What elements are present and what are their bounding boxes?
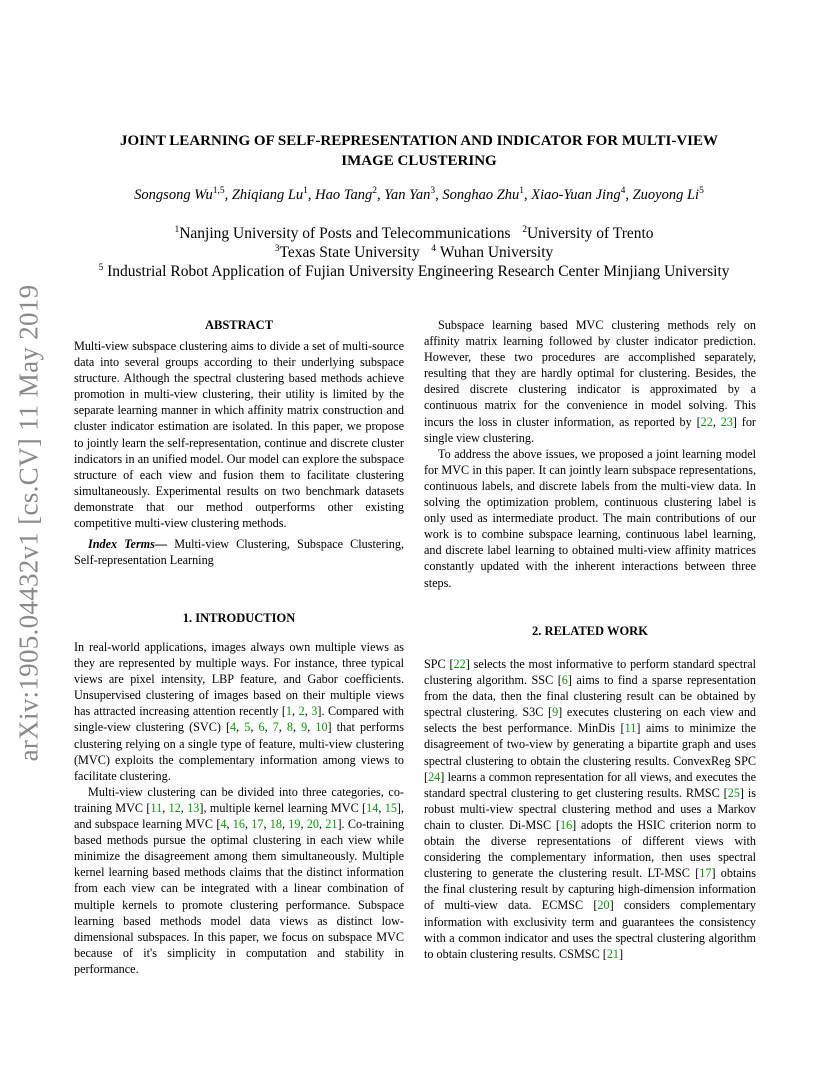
citation-link[interactable]: 2 bbox=[298, 704, 305, 719]
citation-link[interactable]: 8 bbox=[286, 720, 293, 735]
index-terms-label: Index Terms— bbox=[88, 537, 168, 552]
citation-link[interactable]: 9 bbox=[552, 705, 559, 720]
aff-5: Industrial Robot Application of Fujian University Engineering Research Center Minjiang University bbox=[107, 263, 730, 280]
author-name: Zhiqiang Lu bbox=[231, 187, 304, 203]
affiliation-line-1 bbox=[40, 225, 788, 243]
author-name: Zuoyong Li bbox=[632, 187, 700, 203]
related-body bbox=[424, 656, 756, 962]
intro-body bbox=[74, 639, 404, 977]
author-affiliation-sup: 3 bbox=[430, 186, 436, 197]
title-line-2: IMAGE CLUSTERING bbox=[341, 153, 497, 169]
author-name: Yan Yan bbox=[384, 187, 431, 203]
author-affiliation-sup: 1 bbox=[303, 186, 308, 197]
citation-link[interactable]: 22 bbox=[700, 414, 713, 429]
aff-2-sup: 2 bbox=[522, 224, 527, 235]
author-name: Songsong Wu bbox=[134, 187, 213, 203]
intro-continued bbox=[424, 317, 756, 591]
citation-link[interactable]: 20 bbox=[306, 817, 319, 832]
index-terms-text: Multi-view Clustering, Subspace Clustering, Self-representation Learning bbox=[74, 537, 404, 568]
aff-5-sup: 5 bbox=[98, 262, 104, 273]
related-heading: 2. RELATED WORK bbox=[532, 624, 648, 638]
arxiv-id: arXiv:1905.04432v1 [cs.CV] 11 May 2019 bbox=[13, 284, 44, 761]
intro-paragraph-2: Multi-view clustering can be divided into three categories, co-training MVC [11, 12, 13], multiple kernel learning MVC [14, 15], and subspace learning MVC [4, 16, 17, 18, 19, 20, 21]. Co-training based methods pursue the optimal clustering in each view while minimize the disagreement among them simultaneously. Multiple kernel learning based methods claims that the distinct information from each view can be integrated with a linear combination of multiple kernels to promote clustering performance. Subspace learning based methods model data views as distinct low-dimensional subspaces. In this paper, we focus on subspace MVC because of it's simplicity in computation and stability in performance. bbox=[74, 784, 405, 976]
aff-3-sup: 3 bbox=[274, 243, 280, 254]
aff-3: Texas State University bbox=[279, 244, 420, 261]
citation-link[interactable]: 14 bbox=[366, 800, 379, 815]
citation-link[interactable]: 21 bbox=[325, 817, 338, 832]
author-affiliation-sup: 5 bbox=[699, 186, 704, 197]
citation-link[interactable]: 4 bbox=[230, 720, 237, 735]
citation-link[interactable]: 16 bbox=[559, 817, 573, 832]
related-paragraph-1: SPC [22] selects the most informative to perform standard spectral clustering algorithm. SSC [6] aims to find a sparse representation from the data, then the final clustering result can be obtained by spectral clustering. S3C [9] executes clustering on each view and selects the best performance. MinDis [11] aims to minimize the disagreement of two-view by generating a bipartite graph and uses spectral clustering to obtain the clustering results. ConvexReg SPC [24] learns a common representation for all views, and executes the standard spectral clustering to get clustering results. RMSC [25] is robust multi-view spectral clustering method and uses a Markov chain to cluster. Di-MSC [16] adopts the HSIC criterion norm to obtain the diverse representations of different views with considering the complementary information, then uses spectral clustering to generate the clustering result. LT-MSC [17] obtains the final clustering result by capturing high-dimension information of multi-view data. ECMSC [20] considers complementary information with exclusivity term and guarantees the consistency with a common indicator and uses the spectral clustering algorithm to obtain clustering results. CSMSC [21] bbox=[424, 657, 757, 961]
arxiv-sidebar-stamp bbox=[14, 285, 44, 760]
citation-link[interactable]: 21 bbox=[606, 946, 619, 961]
aff-1: Nanjing University of Posts and Telecommunications bbox=[179, 225, 511, 242]
citation-link[interactable]: 3 bbox=[311, 704, 318, 719]
citation-link[interactable]: 10 bbox=[315, 720, 328, 735]
author-affiliation-sup: 1 bbox=[519, 186, 525, 197]
citation-link[interactable]: 15 bbox=[384, 800, 397, 815]
citation-link[interactable]: 16 bbox=[232, 817, 245, 832]
paper-title bbox=[80, 131, 758, 171]
author-name: Hao Tang bbox=[315, 187, 373, 203]
citation-link[interactable]: 1 bbox=[285, 704, 293, 719]
author-name: Xiao-Yuan Jing bbox=[531, 187, 621, 203]
right-paragraph-2: To address the above issues, we proposed a joint learning model for MVC in this paper. It can jointly learn subspace representations, continuous labels, and discrete labels from the multi-view data. In solving the optimization problem, continuous clustering label is only used as intermediate product. The main contributions of our work is to combine subspace learning, continuous label learning, and discrete label learning to obtained multi-view affinity matrices constantly updated with the inherent interactions between three steps. bbox=[424, 446, 756, 590]
citation-link[interactable]: 12 bbox=[168, 800, 181, 815]
citation-link[interactable]: 23 bbox=[720, 414, 733, 429]
citation-link[interactable]: 18 bbox=[269, 817, 282, 832]
citation-link[interactable]: 17 bbox=[251, 817, 264, 832]
aff-4-sup: 4 bbox=[431, 243, 436, 254]
abstract-text: Multi-view subspace clustering aims to divide a set of multi-source data into several groups according to their underlying subspace structure. Although the spectral clustering based methods achieve promotion in multi-view clustering, their utility is limited by the separate learning manner in which affinity matrix construction and cluster indicator estimation are isolated. In this paper, we propose to jointly learn the self-representation, continue and discrete cluster indicators in an unified model. Our model can explore the subspace structure of each view and fusion them to facilitate clustering simultaneously. Experimental results on two benchmark datasets demonstrate that our method outperforms other existing competitive multi-view clustering methods. bbox=[74, 339, 404, 531]
citation-link[interactable]: 6 bbox=[561, 673, 568, 688]
intro-paragraph-1: In real-world applications, images always own multiple views as they are represented by multiple ways. For instance, three typical views are pixel intensity, LBP feature, and Gabor coefficients. Unsupervised clustering of images based on their multiple views has attracted increasing attention recently [1, 2, 3]. Compared with single-view clustering (SVC) [4, 5, 6, 7, 8, 9, 10] that performs clustering relying on a single type of feature, multi-view clustering (MVC) exploits the complementary information among views to facilitate clustering. bbox=[74, 640, 405, 783]
aff-2: University of Trento bbox=[526, 225, 654, 242]
citation-link[interactable]: 6 bbox=[258, 720, 265, 735]
intro-heading: 1. INTRODUCTION bbox=[182, 611, 296, 625]
abstract-body bbox=[74, 338, 404, 568]
aff-4: Wuhan University bbox=[439, 244, 554, 261]
aff-1-sup: 1 bbox=[174, 224, 180, 235]
citation-link[interactable]: 24 bbox=[428, 769, 441, 784]
author-affiliation-sup: 1,5 bbox=[212, 186, 225, 197]
right-paragraph-1: Subspace learning based MVC clustering methods rely on affinity matrix learning followed by cluster indicator prediction. However, these two procedures are accomplished separately, resulting that they are hardly optimal for clustering. Besides, the desired discrete clustering indicator is approximated by a continuous matrix for the convenience in model solving. This incurs the loss in cluster information, as reported by [22, 23] for single view clustering. bbox=[424, 318, 756, 445]
author-name: Songhao Zhu bbox=[442, 187, 520, 203]
citation-link[interactable]: 11 bbox=[624, 721, 637, 736]
citation-link[interactable]: 22 bbox=[453, 657, 466, 671]
citation-link[interactable]: 7 bbox=[272, 720, 279, 735]
affiliation-line-2 bbox=[40, 244, 788, 262]
author-affiliation-sup: 4 bbox=[620, 186, 626, 197]
affiliation-line-3 bbox=[40, 263, 788, 281]
citation-link[interactable]: 20 bbox=[597, 898, 610, 913]
author-affiliation-sup: 2 bbox=[372, 186, 377, 197]
index-terms bbox=[74, 536, 404, 568]
citation-link[interactable]: 17 bbox=[699, 866, 712, 881]
citation-link[interactable]: 11 bbox=[150, 800, 163, 815]
citation-link[interactable]: 4 bbox=[220, 817, 227, 832]
citation-link[interactable]: 9 bbox=[301, 720, 308, 735]
author-list: Songsong Wu$^{1,5}$, Zhiqiang Lu$^1$, Hao Tang$^2$, Yan Yan$^3$, Songhao Zhu$^1$, Xiao-Yuan Jing$^4$, Zuoyong Li$^5$ bbox=[134, 186, 704, 203]
citation-link[interactable]: 19 bbox=[288, 817, 301, 832]
citation-link[interactable]: 13 bbox=[187, 800, 200, 815]
title-line-1: JOINT LEARNING OF SELF-REPRESENTATION AND INDICATOR FOR MULTI-VIEW bbox=[119, 133, 718, 149]
citation-link[interactable]: 25 bbox=[727, 785, 740, 800]
abstract-heading: ABSTRACT bbox=[204, 318, 274, 332]
citation-link[interactable]: 5 bbox=[244, 720, 251, 735]
